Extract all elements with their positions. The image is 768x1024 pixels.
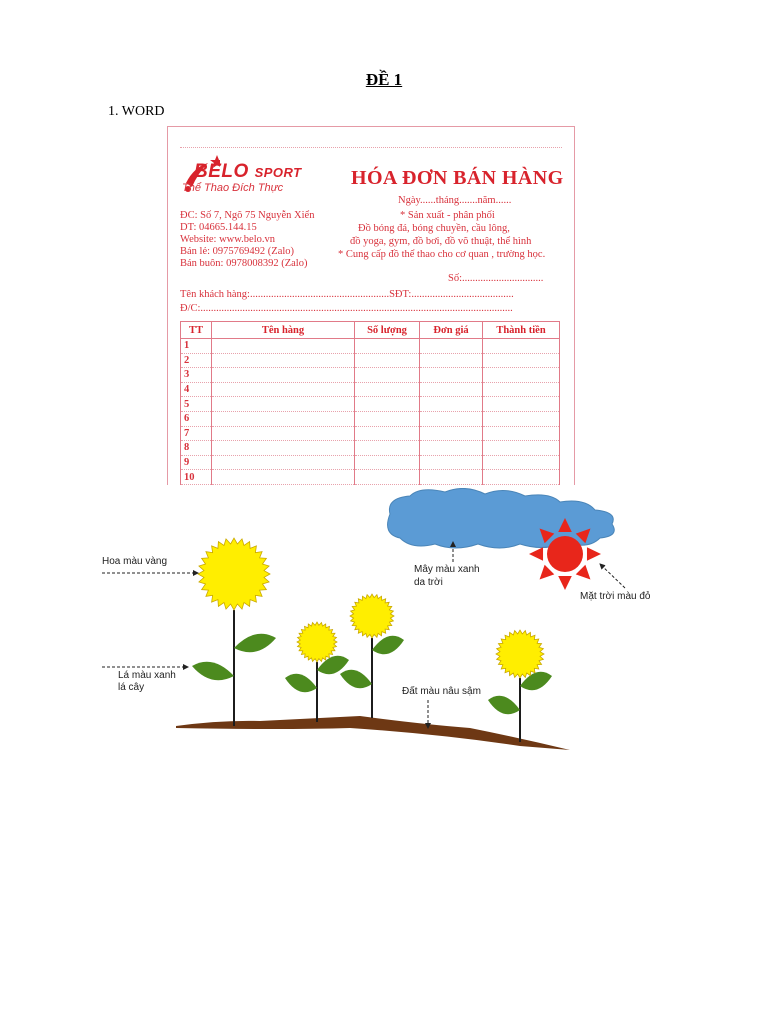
table-row (181, 353, 560, 368)
customer-line: Tên khách hàng:.....................................................SĐT:....................................... (180, 289, 514, 300)
invoice-top-dotline (180, 147, 562, 148)
items-table (180, 321, 560, 485)
sunflower (285, 622, 349, 722)
leaf-shape (488, 696, 520, 714)
address-line: Đ/C:....................................................................................................................... (180, 303, 513, 314)
table-row (181, 368, 560, 383)
sun-ray (529, 547, 543, 561)
leaf-shape (340, 670, 372, 688)
logo-brand: BELO (194, 161, 249, 182)
flower-head (350, 594, 394, 638)
sun-label: Mặt trời màu đỏ (580, 591, 651, 602)
soil-label: Đất màu nâu sậm (402, 686, 481, 697)
belo-logo (194, 161, 302, 183)
service-line-2: Đồ bóng đá, bóng chuyền, cầu lông, (358, 223, 510, 234)
contact-wholesale: Bán buôn: 0978008392 (Zalo) (180, 258, 308, 269)
contact-address: ĐC: Số 7, Ngõ 75 Nguyễn Xiển (180, 210, 315, 221)
contact-website: Website: www.belo.vn (180, 234, 275, 245)
cloud-label-line2: da trời (414, 577, 443, 588)
cloud-label-line1: Mây màu xanh (414, 564, 480, 575)
table-row (181, 411, 560, 426)
invoice-date-line: Ngày......tháng.......năm...... (398, 195, 512, 206)
leaf-label-line1: Lá màu xanh (118, 670, 176, 681)
sunflower (488, 630, 552, 742)
soil-shape (176, 716, 570, 750)
col-don-gia: Đơn giá (420, 322, 483, 339)
logo-sport: SPORT (254, 165, 302, 180)
col-ten-hang: Tên hàng (212, 322, 355, 339)
sun-ray (576, 565, 591, 580)
row-number: 10 (181, 470, 212, 485)
table-header-row (181, 322, 560, 339)
row-number: 2 (181, 353, 212, 368)
row-number: 3 (181, 368, 212, 383)
page-title: ĐỀ 1 (365, 70, 403, 89)
service-line-3: đồ yoga, gym, đồ bơi, đồ võ thuật, thể hình (350, 236, 532, 247)
service-line-1: * Sản xuất - phân phối (400, 210, 495, 221)
flower-head (297, 622, 337, 662)
cloud-shape (388, 488, 615, 548)
contact-retail: Bán lẻ: 0975769492 (Zalo) (180, 246, 295, 257)
leaf-shape (372, 636, 404, 654)
col-tt: TT (181, 322, 212, 339)
sun-ray (587, 547, 601, 561)
row-number: 6 (181, 411, 212, 426)
row-number: 7 (181, 426, 212, 441)
sun-ray (540, 565, 555, 580)
sun-shape (529, 518, 601, 590)
service-line-4: * Cung cấp đồ thể thao cho cơ quan , trường học. (338, 249, 546, 260)
invoice-number-line: Số:............................... (448, 273, 544, 284)
leaf-label-line2: lá cây (118, 682, 145, 693)
table-row (181, 441, 560, 456)
row-number: 4 (181, 382, 212, 397)
invoice-image (167, 126, 575, 485)
leaf-shape (192, 662, 234, 680)
flower-label: Hoa màu vàng (102, 556, 168, 567)
contact-phone: DT: 04665.144.15 (180, 222, 257, 233)
invoice-title: HÓA ĐƠN BÁN HÀNG (351, 167, 564, 189)
table-row (181, 382, 560, 397)
table-row (181, 455, 560, 470)
leaf-shape (234, 634, 276, 652)
leaf-shape (285, 674, 317, 692)
table-row (181, 470, 560, 485)
row-number: 5 (181, 397, 212, 412)
sunflower (340, 594, 404, 718)
flower-head (198, 538, 270, 610)
logo-tagline: Thể Thao Đích Thực (182, 182, 284, 194)
sunflower (192, 538, 276, 726)
row-number: 8 (181, 441, 212, 456)
col-thanh-tien: Thành tiền (483, 322, 560, 339)
sunflower-illustration (100, 488, 680, 768)
table-row (181, 426, 560, 441)
flower-head (496, 630, 544, 678)
sun-arrow (600, 564, 625, 588)
row-number: 9 (181, 455, 212, 470)
sun-ray (558, 576, 572, 590)
section-heading: 1. WORD (108, 104, 165, 119)
row-number: 1 (181, 339, 212, 354)
col-so-luong: Số lượng (355, 322, 420, 339)
flowers-group (192, 538, 552, 742)
table-row (181, 397, 560, 412)
table-row (181, 339, 560, 354)
